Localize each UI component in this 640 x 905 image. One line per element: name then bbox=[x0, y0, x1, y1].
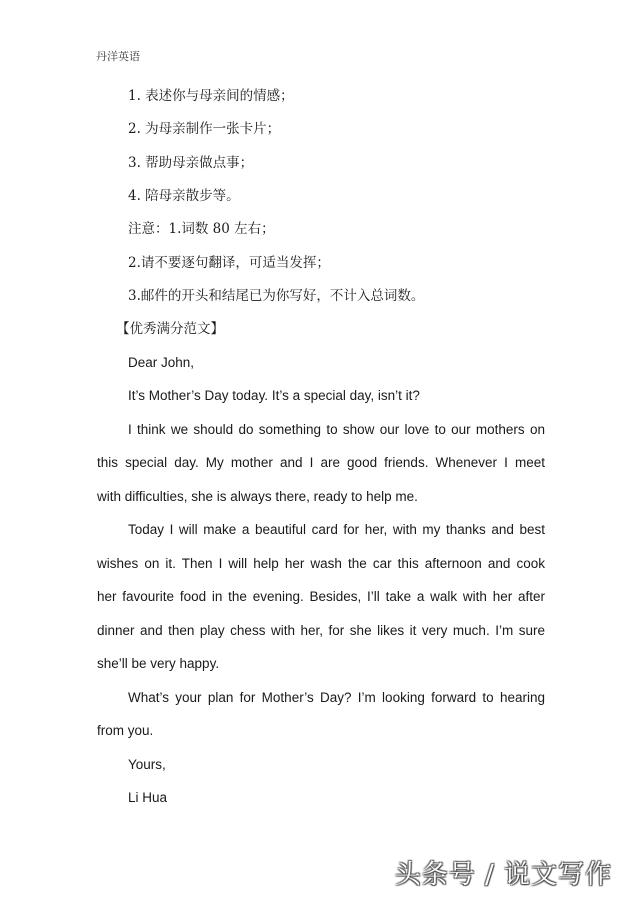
requirement-item: 4. 陪母亲散步等。 bbox=[128, 188, 240, 204]
letter-paragraph-line: dinner and then play chess with her, for she likes it very much. I’m sure bbox=[97, 623, 545, 638]
note-item: 2.请不要逐句翻译，可适当发挥； bbox=[128, 255, 330, 271]
letter-opening-line: It’s Mother’s Day today. It’s a special day, isn’t it? bbox=[128, 388, 420, 403]
note-item: 3.邮件的开头和结尾已为你写好，不计入总词数。 bbox=[128, 288, 425, 304]
header-label: 丹洋英语 bbox=[96, 51, 140, 63]
letter-closing: Yours, bbox=[128, 757, 166, 772]
watermark: 头条号 / 说文写作 bbox=[394, 860, 612, 890]
sample-heading: 【优秀满分范文】 bbox=[116, 321, 224, 337]
letter-paragraph-line: with difficulties, she is always there, ready to help me. bbox=[97, 489, 418, 504]
letter-signature: Li Hua bbox=[128, 790, 168, 805]
letter-paragraph-line: she’ll be very happy. bbox=[97, 656, 220, 671]
letter-paragraph-line: Today I will make a beautiful card for her, with my thanks and best bbox=[128, 522, 545, 537]
requirement-item: 1. 表述你与母亲间的情感； bbox=[128, 88, 294, 104]
requirement-item: 2. 为母亲制作一张卡片； bbox=[128, 121, 281, 137]
letter-paragraph-line: wishes on it. Then I will help her wash the car this afternoon and cook bbox=[97, 556, 545, 571]
letter-salutation: Dear John, bbox=[128, 355, 195, 370]
letter-paragraph-line: from you. bbox=[97, 723, 154, 738]
requirement-item: 3. 帮助母亲做点事； bbox=[128, 155, 254, 171]
letter-paragraph-line: this special day. My mother and I are good friends. Whenever I meet bbox=[97, 455, 545, 470]
note-item: 注意：1.词数 80 左右； bbox=[128, 221, 275, 237]
letter-paragraph-line: I think we should do something to show our love to our mothers on bbox=[128, 422, 545, 437]
letter-paragraph-line: her favourite food in the evening. Besides, I’ll take a walk with her after bbox=[97, 589, 545, 604]
letter-paragraph-line: What’s your plan for Mother’s Day? I’m looking forward to hearing bbox=[128, 690, 545, 705]
